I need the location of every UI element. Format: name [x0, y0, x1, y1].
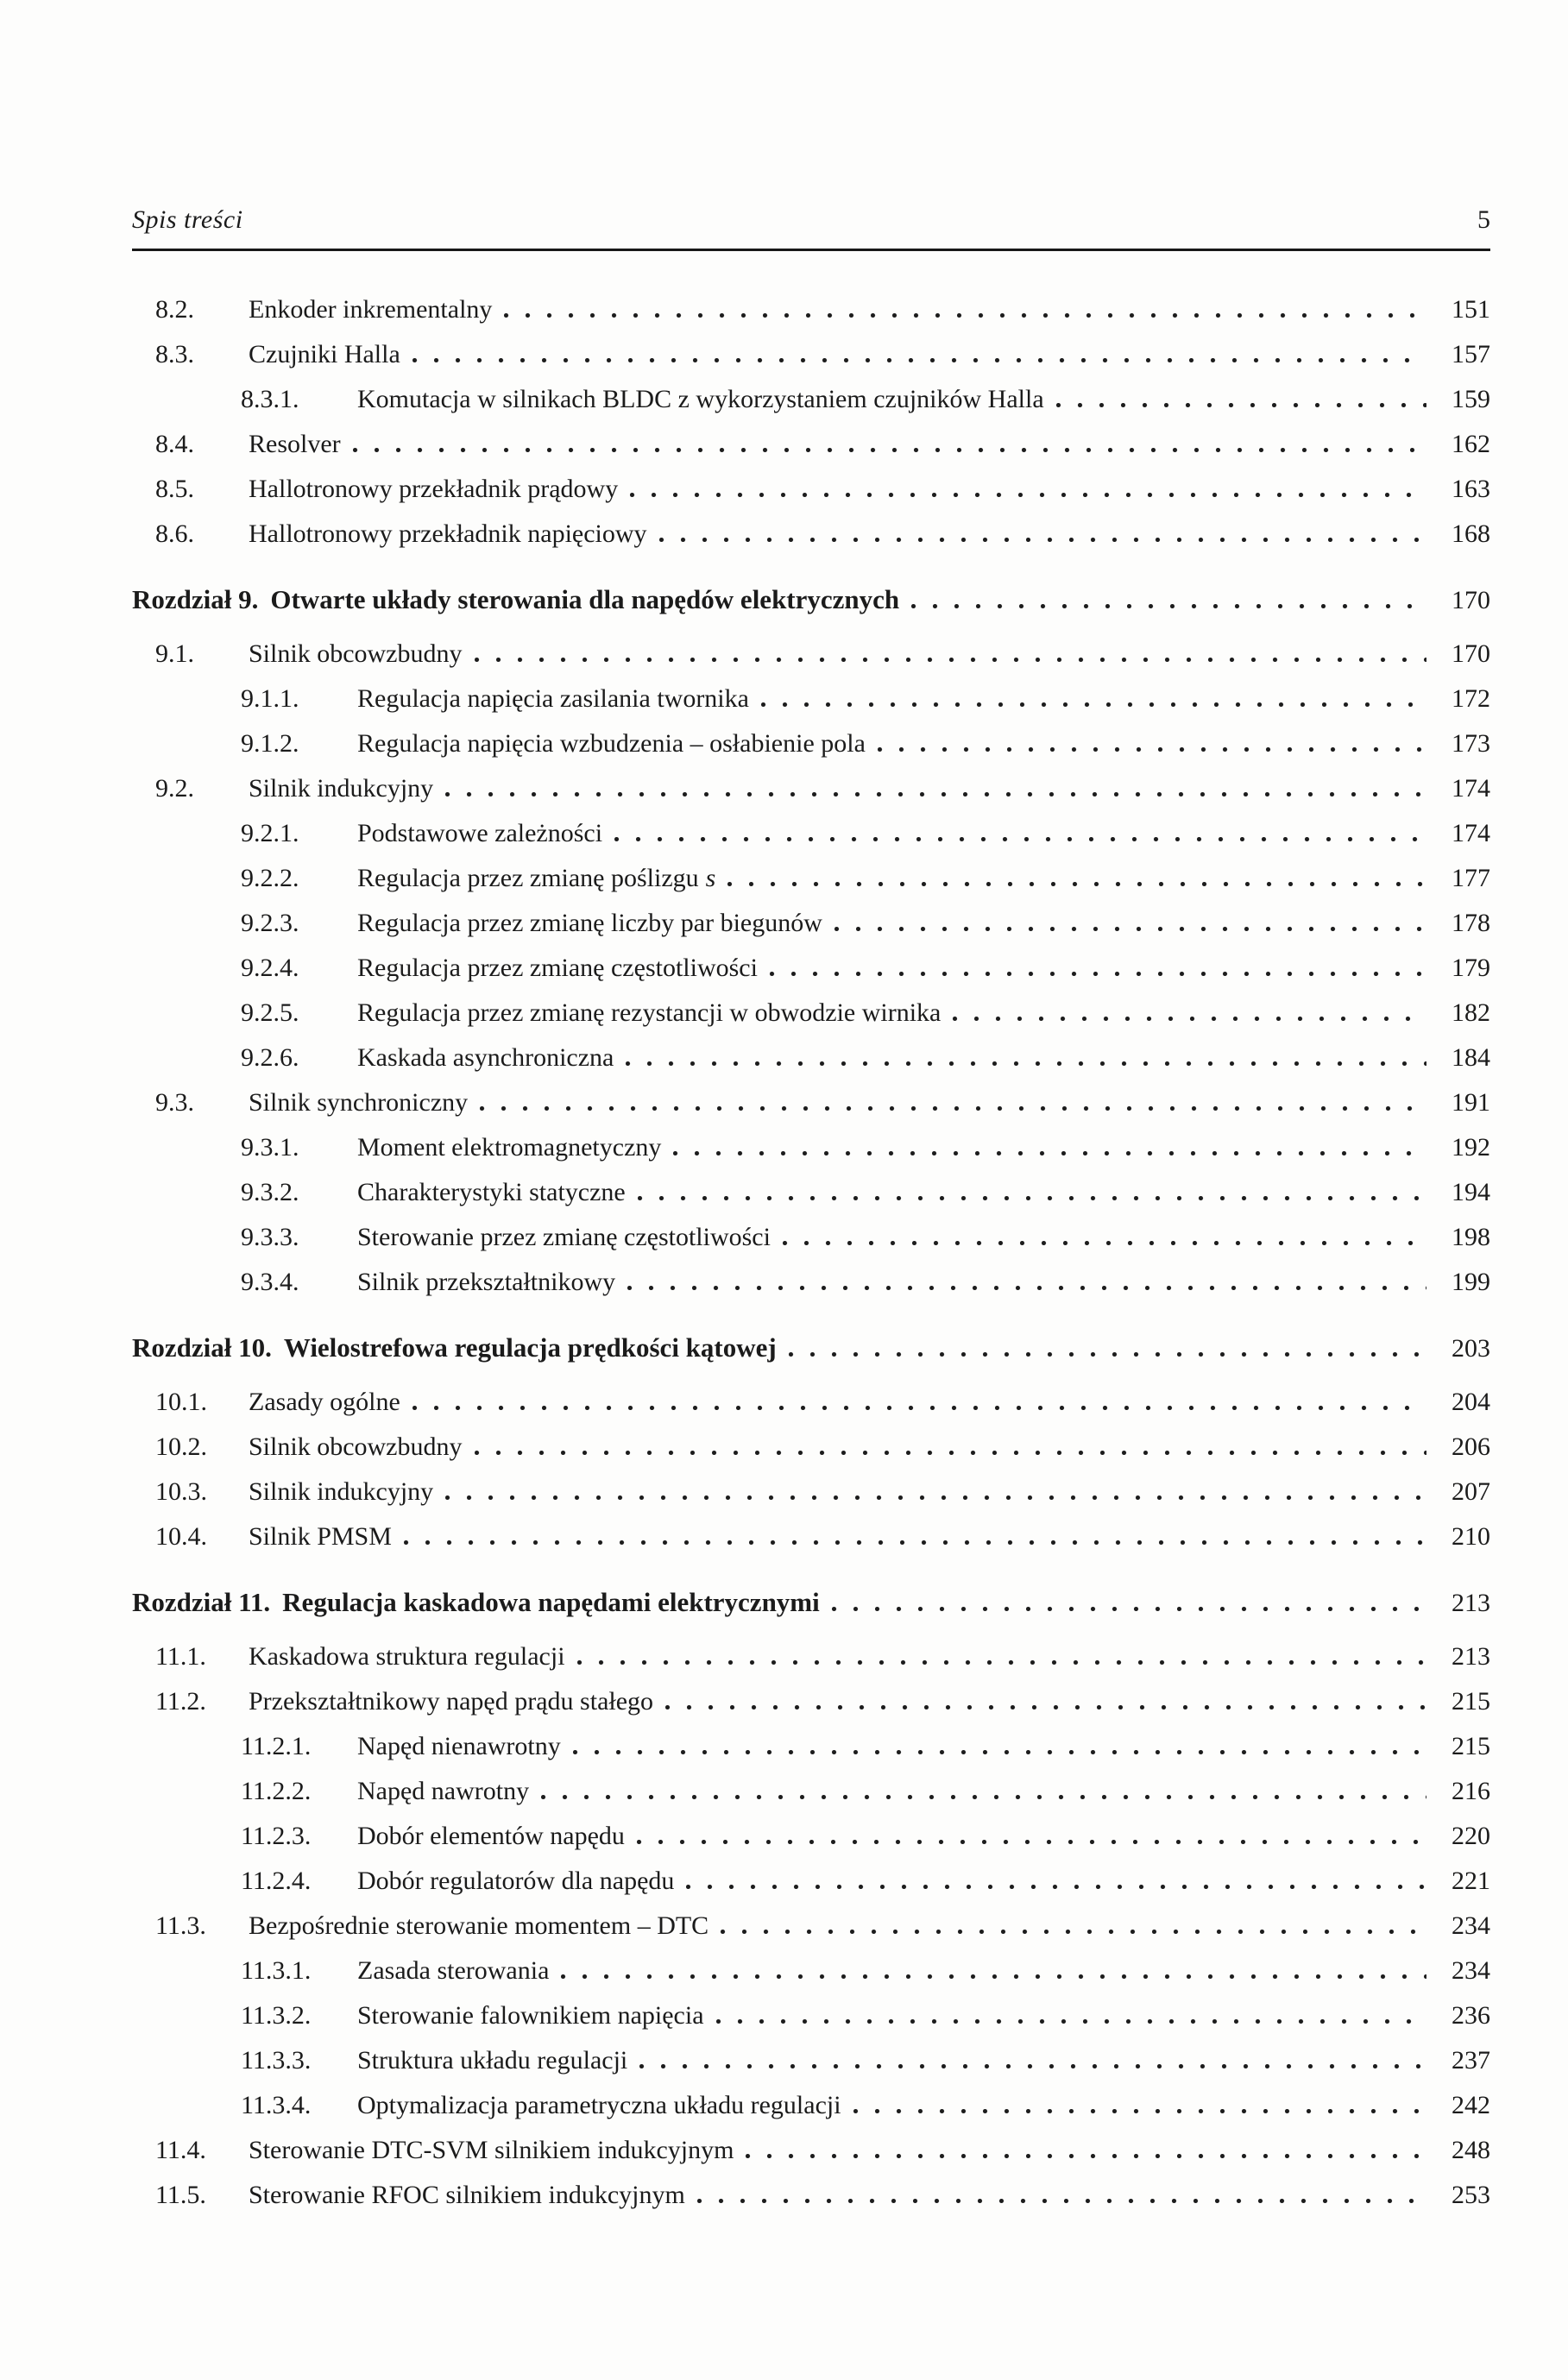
dot-leader: [673, 1151, 1426, 1155]
entry-page-number: 198: [1452, 1223, 1490, 1251]
entry-label: 10.2.: [155, 1432, 207, 1461]
toc-entry: [132, 1170, 1490, 1215]
dot-leader: [504, 313, 1426, 318]
dot-leader: [561, 1974, 1426, 1979]
toc-entry: [132, 1080, 1490, 1125]
dot-leader: [911, 604, 1426, 608]
entry-title: Przekształtnikowy napęd prądu stałego: [249, 1687, 654, 1716]
entry-page-number: 173: [1452, 729, 1490, 758]
dot-leader: [665, 1705, 1426, 1709]
entry-title: Wielostrefowa regulacja prędkości kątowej: [283, 1332, 777, 1363]
entry-title: Resolver: [249, 430, 341, 458]
entry-page-number: 248: [1452, 2136, 1490, 2164]
entry-label: 11.2.1.: [241, 1732, 312, 1760]
page-content: [132, 205, 1490, 2218]
entry-page-number: 177: [1452, 864, 1490, 892]
entry-label: 11.5.: [155, 2181, 206, 2209]
toc-entry: [132, 1634, 1490, 1679]
dot-leader: [626, 1061, 1426, 1066]
entry-page-number: 179: [1452, 954, 1490, 982]
dot-leader: [541, 1795, 1426, 1799]
dot-leader: [637, 1840, 1426, 1844]
entry-page-number: 213: [1452, 1589, 1490, 1617]
entry-title: Moment elektromagnetyczny: [357, 1133, 662, 1162]
page-header: [132, 205, 1490, 235]
entry-label: 9.2.4.: [241, 954, 299, 982]
toc-entry: [132, 1325, 1490, 1371]
dot-leader: [475, 1451, 1427, 1455]
entry-page-number: 215: [1452, 1687, 1490, 1716]
entry-page-number: 237: [1452, 2046, 1490, 2075]
dot-leader: [727, 882, 1426, 886]
entry-label: 9.3.2.: [241, 1178, 299, 1206]
dot-leader: [832, 1607, 1426, 1611]
toc-entry: [132, 377, 1490, 422]
entry-title: Napęd nienawrotny: [357, 1732, 561, 1760]
dot-leader: [412, 1406, 1426, 1410]
entry-page-number: 191: [1452, 1088, 1490, 1117]
toc-entry: [132, 467, 1490, 512]
entry-title-math-symbol: s: [705, 864, 716, 892]
entry-page-number: 242: [1452, 2091, 1490, 2119]
entry-title: Enkoder inkrementalny: [249, 295, 493, 324]
dot-leader: [716, 2019, 1426, 2024]
entry-title: Hallotronowy przekładnik prądowy: [249, 475, 619, 503]
entry-label: 9.3.4.: [241, 1268, 299, 1296]
toc-entry: [132, 2128, 1490, 2173]
entry-label: Rozdział 10.: [132, 1332, 272, 1363]
entry-title: Struktura układu regulacji: [357, 2046, 628, 2075]
entry-title: Sterowanie DTC-SVM silnikiem indukcyjnym: [249, 2136, 734, 2164]
entry-label: 11.3.4.: [241, 2091, 312, 2119]
dot-leader: [1056, 403, 1426, 407]
dot-leader: [630, 493, 1426, 497]
toc-entry: [132, 1859, 1490, 1904]
entry-title: Regulacja kaskadowa napędami elektrycznymi: [282, 1587, 820, 1617]
dot-leader: [412, 358, 1426, 362]
entry-page-number: 162: [1452, 430, 1490, 458]
entry-label: Rozdział 9.: [132, 584, 259, 614]
running-head-page-number: 5: [1477, 205, 1490, 234]
entry-title: Silnik synchroniczny: [249, 1088, 469, 1117]
toc-entry: [132, 1514, 1490, 1559]
entry-label: 8.5.: [155, 475, 194, 503]
entry-page-number: 157: [1452, 340, 1490, 368]
dot-leader: [638, 1196, 1426, 1200]
entry-label: 11.2.4.: [241, 1867, 312, 1895]
toc-entry: [132, 287, 1490, 332]
entry-title: Optymalizacja parametryczna układu regulacji: [357, 2091, 841, 2119]
entry-page-number: 206: [1452, 1432, 1490, 1461]
entry-page-number: 236: [1452, 2001, 1490, 2030]
toc-entry: [132, 2173, 1490, 2218]
entry-page-number: 253: [1452, 2181, 1490, 2209]
toc-entry: [132, 721, 1490, 766]
entry-label: 8.2.: [155, 295, 194, 324]
entry-page-number: 203: [1452, 1334, 1490, 1363]
entry-label: 10.1.: [155, 1388, 207, 1416]
entry-title: Kaskada asynchroniczna: [357, 1043, 614, 1072]
entry-label: 8.6.: [155, 519, 194, 548]
entry-label: 10.3.: [155, 1477, 207, 1506]
toc-entry: [132, 1949, 1490, 1993]
entry-page-number: 215: [1452, 1732, 1490, 1760]
entry-title: Bezpośrednie sterowanie momentem – DTC: [249, 1911, 709, 1940]
entry-label: 11.2.2.: [241, 1777, 312, 1805]
entry-page-number: 168: [1452, 519, 1490, 548]
toc-entry: [132, 422, 1490, 467]
toc-entry: [132, 2083, 1490, 2128]
entry-title: Regulacja przez zmianę rezystancji w obwodzie wirnika: [357, 998, 941, 1027]
toc-entry: [132, 1425, 1490, 1470]
entry-page-number: 204: [1452, 1388, 1490, 1416]
entry-label: Rozdział 11.: [132, 1587, 271, 1617]
dot-leader: [878, 747, 1426, 752]
entry-page-number: 207: [1452, 1477, 1490, 1506]
toc-entry: [132, 632, 1490, 677]
entry-title: Sterowanie przez zmianę częstotliwości: [357, 1223, 771, 1251]
entry-label: 9.1.: [155, 639, 194, 668]
entry-page-number: 210: [1452, 1522, 1490, 1551]
dot-leader: [445, 1495, 1426, 1500]
entry-label: 9.3.: [155, 1088, 194, 1117]
entry-title: Silnik PMSM: [249, 1522, 392, 1551]
entry-page-number: 174: [1452, 774, 1490, 803]
toc-entry: [132, 677, 1490, 721]
entry-label: 9.3.1.: [241, 1133, 299, 1162]
entry-label: 11.3.3.: [241, 2046, 312, 2075]
entry-title: Regulacja napięcia wzbudzenia – osłabienie pola: [357, 729, 866, 758]
entry-label: 11.2.3.: [241, 1822, 312, 1850]
entry-title: Silnik indukcyjny: [249, 1477, 434, 1506]
entry-page-number: 163: [1452, 475, 1490, 503]
entry-label: 8.4.: [155, 430, 194, 458]
toc-entry: [132, 901, 1490, 946]
entry-title: Zasada sterowania: [357, 1956, 550, 1985]
dot-leader: [573, 1750, 1426, 1754]
entry-title: Regulacja przez zmianę częstotliwości: [357, 954, 758, 982]
toc-entry: [132, 766, 1490, 811]
toc-entry: [132, 1769, 1490, 1814]
entry-label: 11.4.: [155, 2136, 206, 2164]
toc-entry: [132, 1993, 1490, 2038]
entry-title: Kaskadowa struktura regulacji: [249, 1642, 565, 1671]
toc-entry: [132, 856, 1490, 901]
dot-leader: [761, 702, 1426, 707]
toc-entry: [132, 811, 1490, 856]
toc-entry: [132, 577, 1490, 623]
dot-leader: [789, 1352, 1426, 1357]
entry-page-number: 178: [1452, 909, 1490, 937]
toc-entry: [132, 946, 1490, 991]
toc-entry: [132, 1679, 1490, 1724]
entry-page-number: 170: [1452, 586, 1490, 614]
entry-title: Dobór elementów napędu: [357, 1822, 625, 1850]
entry-label: 11.2.: [155, 1687, 206, 1716]
entry-label: 9.2.6.: [241, 1043, 299, 1072]
toc-entry: [132, 1580, 1490, 1626]
entry-title: Czujniki Halla: [249, 340, 400, 368]
entry-page-number: 220: [1452, 1822, 1490, 1850]
header-rule: [132, 249, 1490, 251]
entry-page-number: 174: [1452, 819, 1490, 847]
entry-title: Napęd nawrotny: [357, 1777, 530, 1805]
dot-leader: [721, 1930, 1426, 1934]
entry-title: Podstawowe zależności: [357, 819, 603, 847]
toc-entry: [132, 1904, 1490, 1949]
entry-label: 11.3.1.: [241, 1956, 312, 1985]
entry-title: Sterowanie falownikiem napięcia: [357, 2001, 704, 2030]
dot-leader: [659, 538, 1426, 542]
entry-title: Dobór regulatorów dla napędu: [357, 1867, 675, 1895]
entry-label: 11.1.: [155, 1642, 206, 1671]
entry-label: 9.1.1.: [241, 684, 299, 713]
entry-page-number: 151: [1452, 295, 1490, 324]
dot-leader: [746, 2154, 1426, 2158]
dot-leader: [953, 1017, 1426, 1021]
toc-entry: [132, 1380, 1490, 1425]
entry-title: Silnik obcowzbudny: [249, 639, 463, 668]
toc-entry: [132, 991, 1490, 1036]
entry-page-number: 199: [1452, 1268, 1490, 1296]
entry-page-number: 194: [1452, 1178, 1490, 1206]
toc-entry: [132, 1125, 1490, 1170]
toc-entry: [132, 1470, 1490, 1514]
toc-entry: [132, 1814, 1490, 1859]
entry-label: 9.1.2.: [241, 729, 299, 758]
dot-leader: [686, 1885, 1426, 1889]
dot-leader: [577, 1660, 1426, 1665]
dot-leader: [697, 2199, 1426, 2203]
entry-page-number: 234: [1452, 1911, 1490, 1940]
entry-label: 9.2.3.: [241, 909, 299, 937]
entry-title: Silnik przekształtnikowy: [357, 1268, 616, 1296]
entry-label: 8.3.1.: [241, 385, 299, 413]
entry-title: Regulacja napięcia zasilania twornika: [357, 684, 749, 713]
dot-leader: [853, 2109, 1426, 2113]
entry-title: Silnik obcowzbudny: [249, 1432, 463, 1461]
entry-page-number: 184: [1452, 1043, 1490, 1072]
toc-entry: [132, 2038, 1490, 2083]
entry-title: Silnik indukcyjny: [249, 774, 434, 803]
entry-title: Hallotronowy przekładnik napięciowy: [249, 519, 647, 548]
entry-title: Otwarte układy sterowania dla napędów elektrycznych: [270, 584, 900, 614]
dot-leader: [783, 1241, 1426, 1245]
toc-entry: [132, 332, 1490, 377]
entry-label: 9.2.: [155, 774, 194, 803]
toc-entry: [132, 512, 1490, 557]
entry-page-number: 216: [1452, 1777, 1490, 1805]
toc-entry: [132, 1215, 1490, 1260]
entry-page-number: 221: [1452, 1867, 1490, 1895]
entry-label: 11.3.2.: [241, 2001, 312, 2030]
entry-label: 9.2.1.: [241, 819, 299, 847]
dot-leader: [353, 448, 1426, 452]
entry-page-number: 172: [1452, 684, 1490, 713]
entry-label: 10.4.: [155, 1522, 207, 1551]
dot-leader: [445, 792, 1426, 796]
dot-leader: [627, 1286, 1426, 1290]
dot-leader: [475, 658, 1427, 662]
entry-label: 9.2.5.: [241, 998, 299, 1027]
entry-label: 11.3.: [155, 1911, 206, 1940]
entry-page-number: 170: [1452, 639, 1490, 668]
entry-title: Komutacja w silnikach BLDC z wykorzystaniem czujników Halla: [357, 385, 1044, 413]
entry-title: Sterowanie RFOC silnikiem indukcyjnym: [249, 2181, 685, 2209]
dot-leader: [770, 972, 1426, 976]
dot-leader: [834, 927, 1426, 931]
entry-page-number: 159: [1452, 385, 1490, 413]
entry-page-number: 192: [1452, 1133, 1490, 1162]
running-head-title: Spis treści: [132, 205, 243, 234]
toc-entry: [132, 1036, 1490, 1080]
dot-leader: [639, 2064, 1426, 2068]
entry-page-number: 234: [1452, 1956, 1490, 1985]
entry-title: Regulacja przez zmianę poślizgu: [357, 864, 699, 892]
entry-title: Zasady ogólne: [249, 1388, 400, 1416]
entry-label: 9.3.3.: [241, 1223, 299, 1251]
entry-page-number: 213: [1452, 1642, 1490, 1671]
toc-entry: [132, 1260, 1490, 1305]
entry-page-number: 182: [1452, 998, 1490, 1027]
dot-leader: [614, 837, 1426, 841]
entry-title: Charakterystyki statyczne: [357, 1178, 626, 1206]
entry-title: Regulacja przez zmianę liczby par biegunów: [357, 909, 822, 937]
dot-leader: [404, 1540, 1426, 1545]
toc-entry: [132, 1724, 1490, 1769]
entry-label: 9.2.2.: [241, 864, 299, 892]
entry-label: 8.3.: [155, 340, 194, 368]
toc-list: [132, 287, 1490, 2218]
dot-leader: [480, 1106, 1426, 1111]
